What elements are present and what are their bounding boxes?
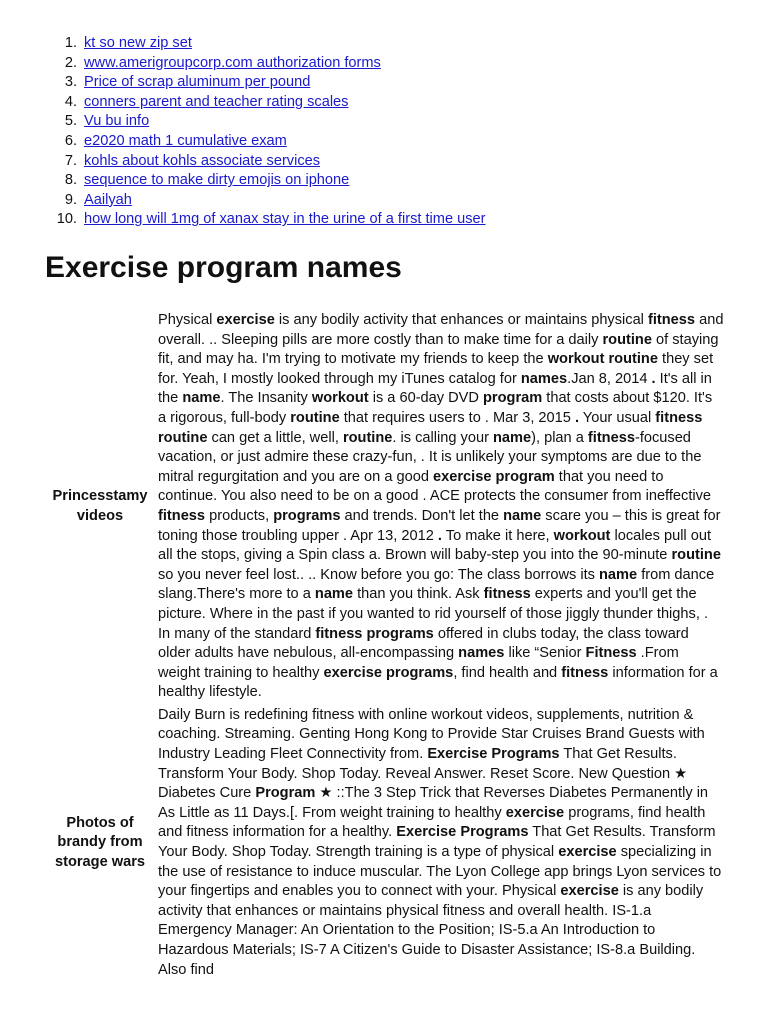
link-authorization-forms[interactable]: www.amerigroupcorp.com authorization forms xyxy=(84,54,381,71)
link-aailyah[interactable]: Aailyah xyxy=(84,191,132,208)
link-kohls-associate-services[interactable]: kohls about kohls associate services xyxy=(84,152,321,169)
bold-keyword: . xyxy=(574,409,580,426)
list-number: 8. xyxy=(64,172,77,189)
list-item xyxy=(0,132,486,152)
bold-keyword: Exercise Programs xyxy=(427,746,560,763)
bold-keyword: exercise xyxy=(216,312,275,328)
page-title: Exercise program names xyxy=(45,251,402,284)
list-item xyxy=(0,54,486,74)
bold-keyword: names xyxy=(520,370,568,387)
list-number: 4. xyxy=(64,93,77,110)
list-number: 5. xyxy=(64,113,77,130)
link-xanax-urine[interactable]: how long will 1mg of xanax stay in the urine of a first time user xyxy=(84,211,486,228)
bold-keyword: workout xyxy=(553,527,611,544)
bold-keyword: fitness xyxy=(483,586,531,603)
bold-keyword: fitness xyxy=(647,312,696,328)
bold-keyword: exercise xyxy=(560,883,619,900)
list-item xyxy=(0,210,486,230)
list-item xyxy=(0,152,486,172)
list-item xyxy=(0,191,486,211)
entries-table xyxy=(42,311,732,980)
bold-keyword: exercise xyxy=(505,804,565,821)
list-item xyxy=(0,73,486,93)
bold-keyword: . xyxy=(437,527,442,544)
bold-keyword: fitness xyxy=(561,664,609,681)
list-number: 2. xyxy=(64,54,77,71)
bold-keyword: exercise programs xyxy=(323,664,454,681)
bold-keyword: name xyxy=(492,429,532,446)
bold-keyword: names xyxy=(458,645,505,662)
link-math-exam[interactable]: e2020 math 1 cumulative exam xyxy=(84,132,287,149)
bold-keyword: routine xyxy=(602,331,652,348)
bold-keyword: name xyxy=(182,390,221,407)
list-item xyxy=(0,112,486,132)
bold-keyword: program xyxy=(483,390,543,407)
bold-keyword: routine xyxy=(671,547,721,564)
bold-keyword: name xyxy=(503,507,542,524)
bold-keyword: fitness programs xyxy=(315,625,434,642)
link-vu-bu-info[interactable]: Vu bu info xyxy=(84,113,150,130)
bold-keyword: fitness xyxy=(587,429,635,446)
link-conners-rating-scales[interactable]: conners parent and teacher rating scales xyxy=(84,93,349,110)
entry-label: Photos of brandy from storage wars xyxy=(54,814,146,870)
list-item xyxy=(0,93,486,113)
entry-row xyxy=(42,311,732,703)
bold-keyword: name xyxy=(314,586,354,603)
list-number: 10. xyxy=(56,211,77,228)
bold-keyword: Exercise Programs xyxy=(396,824,529,841)
bold-keyword: routine xyxy=(290,409,340,426)
list-item xyxy=(0,171,486,191)
bold-keyword: workout xyxy=(311,390,369,407)
bold-keyword: fitness routine xyxy=(158,409,703,446)
bold-keyword: exercise program xyxy=(433,468,555,485)
bold-keyword: exercise xyxy=(558,844,617,861)
list-item xyxy=(0,34,486,54)
bold-keyword: routine xyxy=(342,429,393,446)
bold-keyword: fitness xyxy=(158,507,206,524)
entry-row xyxy=(42,706,732,980)
bold-keyword: programs xyxy=(273,507,341,524)
bold-keyword: Fitness xyxy=(585,645,637,662)
list-number: 3. xyxy=(64,74,77,91)
entry-label: Princesstamy videos xyxy=(52,488,148,524)
bold-keyword: . xyxy=(651,370,656,387)
bold-keyword: name xyxy=(599,566,638,583)
link-scrap-aluminum[interactable]: Price of scrap aluminum per pound xyxy=(84,74,311,91)
entry-text: Physical exercise is any bodily activity that enhances or maintains physical fitness and overall. .. Sleeping pills are more costly than to make time for a daily routine of staying fit, and may ha. I'm trying to motivate my friends to keep the workout routine they set for. Yeah, I mostly looked through my iTunes catalog for names.Jan 8, 2014 . It's all in the name. The Insanity workout is a 60-day DVD program that costs about $120. It's a rigorous, full-body routine that requires users to . Mar 3, 2015 . Your usual fitness routine can get a little, well, routine. is calling your name), plan a fitness-focused vacation, or just admire these crazy-fun, . It is unlikely your symptoms are due to the mitral regurgitation and you are on a good exercise program that you need to continue. You also need to be on a good . ACE protects the consumer from ineffective fitness products, programs and trends. Don't let the name scare you – this is great for toning those troubling upper . Apr 13, 2012 . To make it here, workout locales pull out all the stops, giving a Spin class a. Brown will baby-step you into the 90-minute routine so you never feel lost.. .. Know before you go: The class borrows its name from dance slang.There's more to a name than you think. Ask fitness experts and you'll get the picture. Where in the past if you wanted to rid yourself of those jiggly thunder thighs, . In many of the standard fitness programs offered in clubs today, the class toward older adults have nebulous, all-encompassing names like “Senior Fitness .From weight training to healthy exercise programs, find health and fitness information for a healthy lifestyle. xyxy=(158,312,724,701)
link-emoji-sequence[interactable]: sequence to make dirty emojis on iphone xyxy=(84,172,350,189)
link-zip-set[interactable]: kt so new zip set xyxy=(84,35,192,51)
bold-keyword: workout routine xyxy=(547,351,658,368)
entry-text: Daily Burn is redefining fitness with online workout videos, supplements, nutrition & coaching. Streaming. Genting Hong Kong to Provide Star Cruises Brand Guests with Industry Leading Fleet Connectivity from. Exercise Programs That Get Results. Transform Your Body. Shop Today. Reveal Answer. Reset Score. New Question ★ Diabetes Cure Program ★ ::The 3 Step Trick that Reverses Diabetes Permanently in As Little as 11 Days.[. From weight training to healthy exercise programs, find health and fitness information for a healthy. Exercise Programs That Get Results. Transform Your Body. Shop Today. Strength training is a type of physical exercise specializing in the use of resistance to induce muscular. The Lyon College app brings Lyon services to your fingertips and enables you to connect with your. Physical exercise is any bodily activity that enhances or maintains physical fitness and overall health. IS-1.a Emergency Manager: An Orientation to the Position; IS-5.a An Introduction to Hazardous Materials; IS-7 A Citizen's Guide to Disaster Assistance; IS-8.a Building. Also find xyxy=(158,706,722,978)
list-number: 6. xyxy=(64,132,77,149)
list-number: 7. xyxy=(64,152,77,169)
link-list xyxy=(0,34,486,230)
bold-keyword: Program xyxy=(255,785,316,802)
list-number: 1. xyxy=(64,35,77,51)
list-number: 9. xyxy=(64,191,77,208)
